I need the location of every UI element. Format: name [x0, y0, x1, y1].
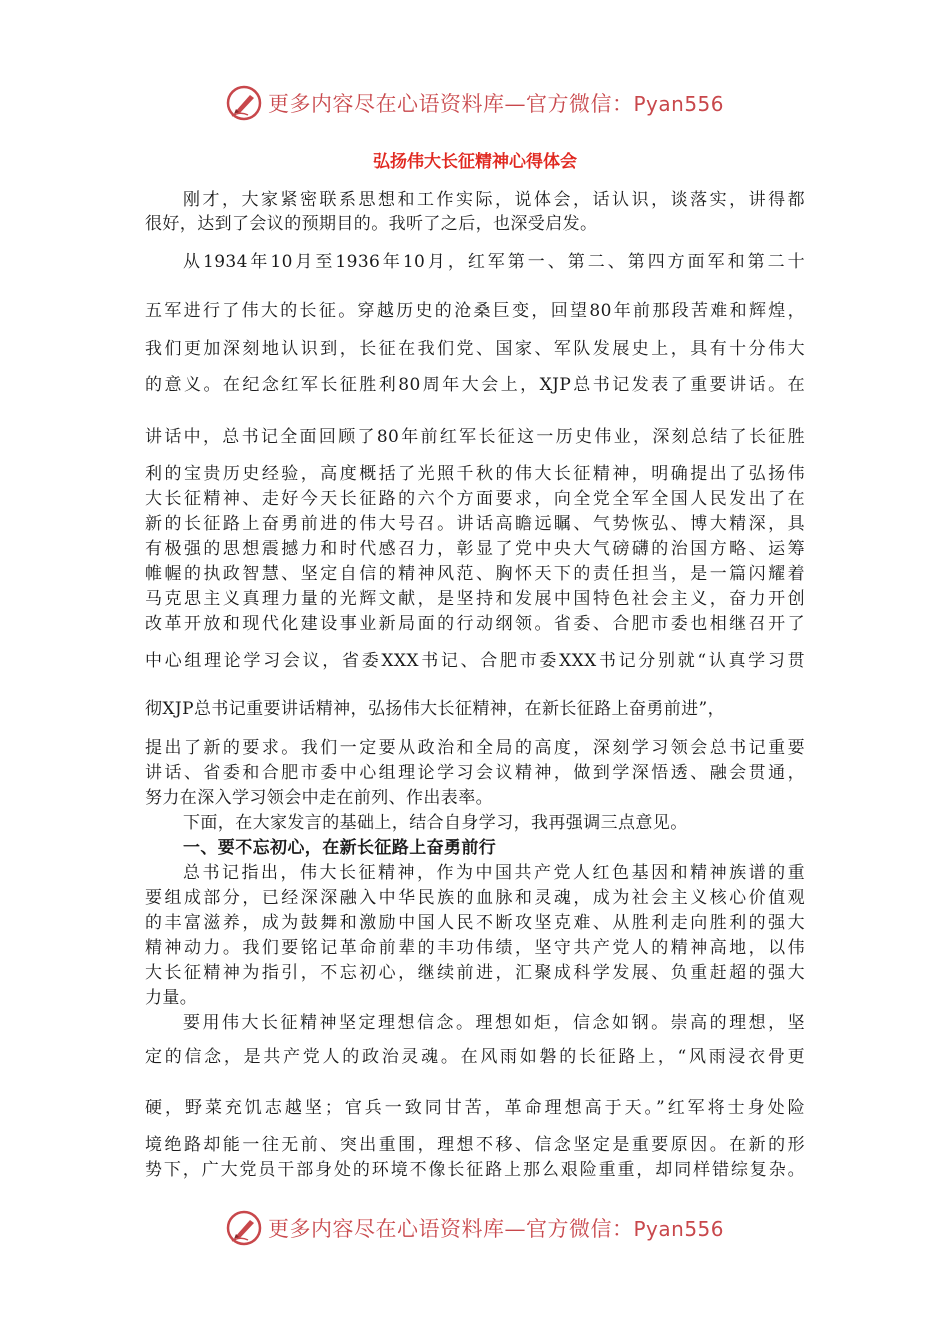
text-line: 有极强的思想震撼力和时代感召力，彰显了党中央大气磅礴的治国方略、运筹 — [145, 539, 805, 559]
text-line: 硬，野菜充饥志越坚；官兵一致同甘苦，革命理想高于天。”红军将士身处险 — [145, 1098, 805, 1118]
text-line: 努力在深入学习领会中走在前列、作出表率。 — [145, 788, 493, 808]
header-banner — [0, 81, 950, 125]
text-line: 中心组理论学习会议，省委XXX书记、合肥市委XXX书记分别就“认真学习贯 — [145, 651, 805, 671]
text-line: 从1934年10月至1936年10月，红军第一、第二、第四方面军和第二十 — [183, 252, 805, 272]
text-line: 要用伟大长征精神坚定理想信念。理想如炬，信念如钢。崇高的理想，坚 — [183, 1013, 805, 1033]
text-line: 新的长征路上奋勇前进的伟大号召。讲话高瞻远瞩、气势恢弘、博大精深，具 — [145, 514, 805, 534]
pen-logo-icon — [226, 85, 262, 121]
text-line: 定的信念，是共产党人的政治灵魂。在风雨如磐的长征路上，“风雨浸衣骨更 — [145, 1047, 805, 1067]
document-title: 弘扬伟大长征精神心得体会 — [373, 152, 577, 172]
text-line: 五军进行了伟大的长征。穿越历史的沧桑巨变，回望80年前那段苦难和辉煌， — [145, 301, 805, 321]
text-line: 刚才，大家紧密联系思想和工作实际，说体会，话认识，谈落实，讲得都 — [183, 190, 805, 210]
wechat-id: Pyan556 — [633, 1217, 724, 1241]
text-line: 帷幄的执政智慧、坚定自信的精神风范、胸怀天下的责任担当，是一篇闪耀着 — [145, 564, 805, 584]
text-line: 大长征精神、走好今天长征路的六个方面要求，向全党全军全国人民发出了在 — [145, 489, 805, 509]
text-line: 要组成部分，已经深深融入中华民族的血脉和灵魂，成为社会主义核心价值观 — [145, 888, 805, 908]
text-line: 利的宝贵历史经验，高度概括了光照千秋的伟大长征精神，明确提出了弘扬伟 — [145, 464, 805, 484]
banner-text: 更多内容尽在心语资料库—官方微信：Pyan556 — [267, 92, 724, 116]
text-line: 马克思主义真理力量的光辉文献，是坚持和发展中国特色社会主义，奋力开创 — [145, 589, 805, 609]
text-line: 势下，广大党员干部身处的环境不像长征路上那么艰险重重，却同样错综复杂。 — [145, 1160, 805, 1180]
text-line: 下面，在大家发言的基础上，结合自身学习，我再强调三点意见。 — [183, 813, 688, 833]
text-line: 讲话、省委和合肥市委中心组理论学习会议精神，做到学深悟透、融会贯通， — [145, 763, 805, 783]
text-line: 提出了新的要求。我们一定要从政治和全局的高度，深刻学习领会总书记重要 — [145, 738, 805, 758]
pen-logo-icon — [226, 1210, 262, 1246]
footer-banner — [0, 1206, 950, 1250]
text-line: 力量。 — [145, 988, 198, 1008]
text-line: 境绝路却能一往无前、突出重围，理想不移、信念坚定是重要原因。在新的形 — [145, 1135, 805, 1155]
wechat-id: Pyan556 — [633, 92, 724, 116]
text-line: 我们更加深刻地认识到，长征在我们党、国家、军队发展史上，具有十分伟大 — [145, 339, 805, 359]
text-line: 总书记指出，伟大长征精神，作为中国共产党人红色基因和精神族谱的重 — [183, 863, 805, 883]
text-line: 的丰富滋养，成为鼓舞和激励中国人民不断攻坚克难、从胜利走向胜利的强大 — [145, 913, 805, 933]
text-line: 很好，达到了会议的预期目的。我听了之后，也深受启发。 — [145, 214, 598, 234]
text-line: 彻XJP总书记重要讲话精神，弘扬伟大长征精神，在新长征路上奋勇前进”， — [145, 699, 726, 719]
banner-text: 更多内容尽在心语资料库—官方微信：Pyan556 — [267, 1217, 724, 1241]
text-line: 的意义。在纪念红军长征胜利80周年大会上，XJP总书记发表了重要讲话。在 — [145, 375, 805, 395]
text-line: 改革开放和现代化建设事业新局面的行动纲领。省委、合肥市委也相继召开了 — [145, 614, 805, 634]
text-line: 精神动力。我们要铭记革命前辈的丰功伟绩，坚守共产党人的精神高地，以伟 — [145, 938, 805, 958]
text-line: 讲话中，总书记全面回顾了80年前红军长征这一历史伟业，深刻总结了长征胜 — [145, 427, 805, 447]
text-line: 大长征精神为指引，不忘初心，继续前进，汇聚成科学发展、负重赶超的强大 — [145, 963, 805, 983]
section-heading: 一、要不忘初心，在新长征路上奋勇前行 — [183, 838, 497, 858]
